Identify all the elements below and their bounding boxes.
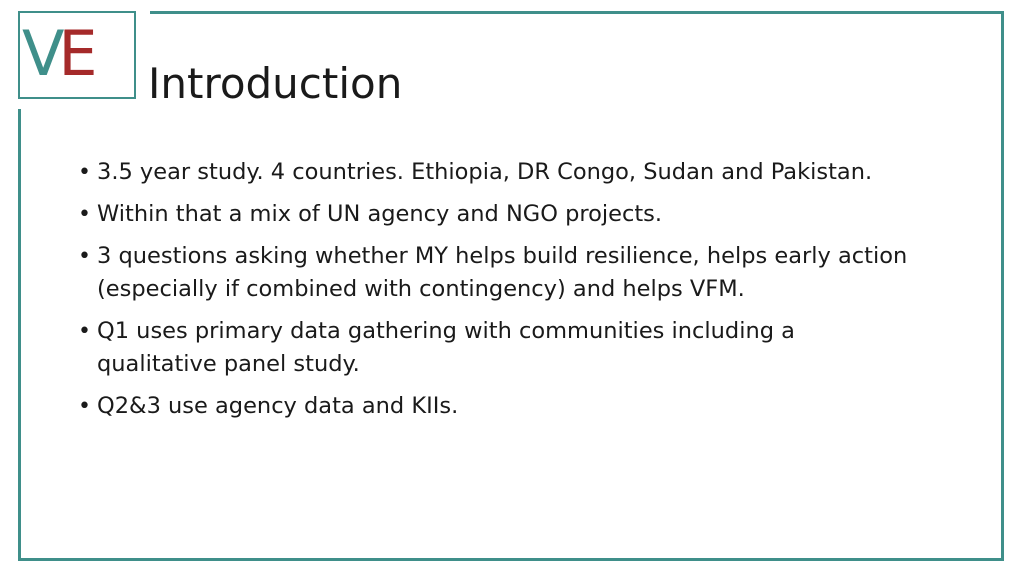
bullet-text: Q1 uses primary data gathering with communities including a qualitative panel study. <box>97 318 795 377</box>
bullet-dot-icon: • <box>78 319 91 344</box>
ve-logo <box>22 14 92 94</box>
bullet-dot-icon: • <box>78 160 91 185</box>
slide-title: Introduction <box>148 59 403 108</box>
bullet-list <box>78 156 918 432</box>
bullet-text: Q2&3 use agency data and KIIs. <box>97 393 459 419</box>
bullet-text: 3.5 year study. 4 countries. Ethiopia, DR Congo, Sudan and Pakistan. <box>97 159 873 185</box>
bullet-text: Within that a mix of UN agency and NGO projects. <box>97 201 663 227</box>
logo-letter-e: E <box>58 17 92 90</box>
bullet-item <box>78 240 918 306</box>
bullet-text: 3 questions asking whether MY helps build resilience, helps early action (especially if combined with contingency) and helps VFM. <box>97 243 908 302</box>
bullet-item <box>78 198 918 231</box>
bullet-dot-icon: • <box>78 202 91 227</box>
bullet-item <box>78 315 918 381</box>
bullet-dot-icon: • <box>78 394 91 419</box>
logo-letter-v: V <box>22 17 59 90</box>
bullet-dot-icon: • <box>78 244 91 269</box>
frame-gap <box>136 9 150 17</box>
bullet-item <box>78 156 918 189</box>
frame-gap <box>14 99 22 109</box>
bullet-item <box>78 390 918 423</box>
